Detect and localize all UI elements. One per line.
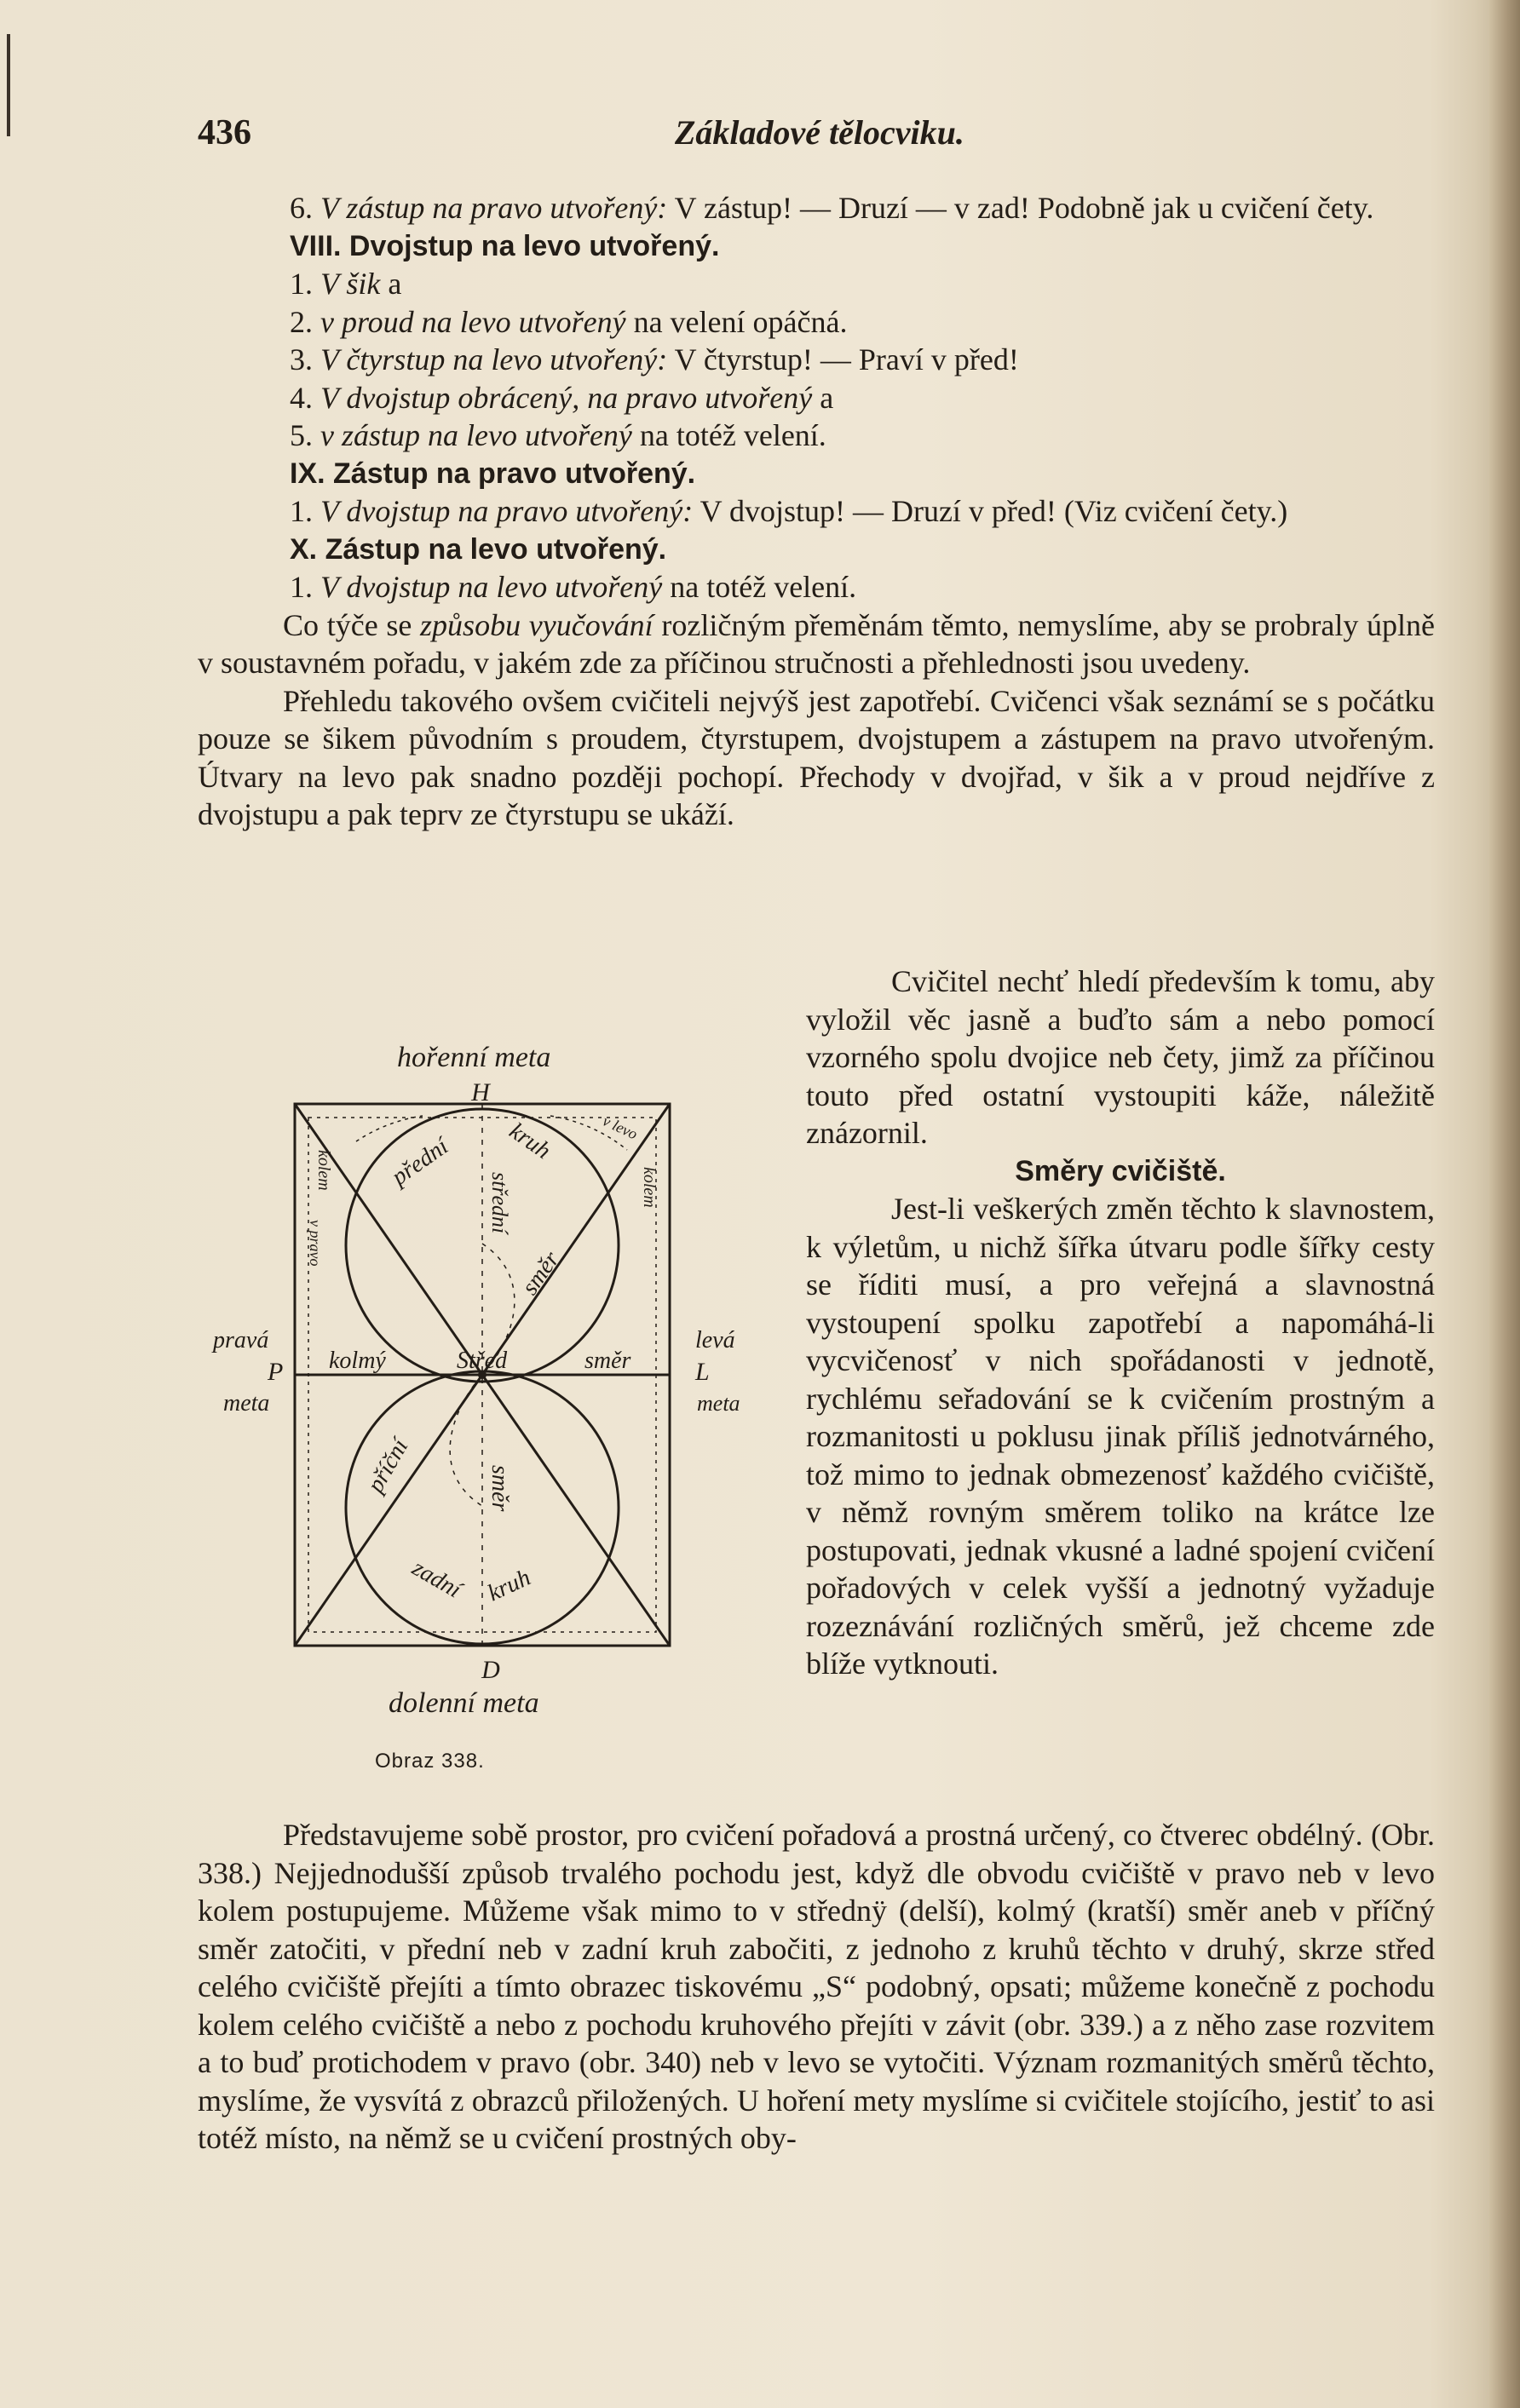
heading-smery: Směry cvičiště. <box>1015 1154 1226 1187</box>
page-number: 436 <box>198 113 251 152</box>
list-item: 3. V čtyrstup na levo utvořený: V čtyrstup! — Praví v před! <box>290 342 1019 376</box>
label-kolem-left: kolem <box>314 1150 333 1191</box>
list-item: 2. v proud na levo utvořený na velení opáčná. <box>290 304 848 339</box>
label-smer-low: směr <box>487 1465 513 1512</box>
figure-338-diagram <box>210 1031 772 1772</box>
margin-mark <box>7 34 10 136</box>
left-label-2: meta <box>223 1390 270 1417</box>
item-x: 1. V dvojstup na levo utvořený na totéž velení. <box>290 570 857 604</box>
heading-ix: IX. Zástup na pravo utvořený. <box>290 457 696 490</box>
paragraph-1: Co týče se způsobu vyučování rozličným přeměnám těmto, nemyslíme, aby se probraly úplně v soustavném pořadu, v jakém zde za příčinou stručnosti a přehlednosti jsou uvedeny. <box>198 607 1435 680</box>
left-letter: P <box>268 1358 284 1386</box>
list-item: 5. v zástup na levo utvořený na totéž velení. <box>290 418 826 452</box>
front-circle <box>346 1109 619 1382</box>
label-kolmy: kolmý <box>329 1348 386 1374</box>
label-kruh-bottom: kruh <box>483 1564 535 1607</box>
label-pricni: příční <box>362 1434 414 1497</box>
right-label-1: levá <box>695 1327 735 1353</box>
label-kolem-right: kolem <box>640 1167 659 1208</box>
right-letter: L <box>695 1358 710 1386</box>
page-header <box>198 112 1435 172</box>
top-letter: H <box>471 1078 490 1106</box>
rear-circle <box>346 1371 619 1644</box>
paragraph-5: Představujeme sobě prostor, pro cvičení pořadová a prostná určený, co čtverec obdélný. (Obr. 338.) Nejjednodušší způsob trvalého pochodu jest, když dle obvodu cvičiště v pravo neb v levo kolem postupujeme. Můžeme však mimo to v střednÿ (delší), kolmý (kratší) směr aneb v příčný směr zatočiti, v přední neb v zadní kruh zabočiti, z jednoho z kruhů těchto v druhý, skrze střed celého cvičiště přejíti a tímto obrazec tiskovému „S“ podobný, opsati; můžeme konečně z pochodu kolem celého cvičiště a nebo z pochodu kruhového přejíti v závit (obr. 339.) a z něho zase rozvitem a to buď protichodem v pravo (obr. 340) neb v levo se vytočiti. Význam rozmanitých směrů těchto, myslíme, že vysvítá z obrazců přiložených. U hoření mety myslíme si cvičitele stojícího, jestiť to asi totéž místo, na němž se u cvičení prostných oby- <box>198 1818 1435 2155</box>
lower-text-block <box>198 1816 1435 2158</box>
section-6: 6. V zástup na pravo utvořený: V zástup! — Druzí — v zad! Podobně jak u cvičení čety. <box>290 191 1374 225</box>
paragraph-3: Cvičitel nechť hledí především k tomu, aby vyložil věc jasně a buďto sám a nebo pomocí vzorného spolu dvojice neb čety, jimž za příčinou touto před ostatní vystoupiti káže, náležitě znázornil. <box>806 964 1435 1150</box>
item-ix: 1. V dvojstup na pravo utvořený: V dvojstup! — Druzí v před! (Viz cvičení čety.) <box>290 494 1288 528</box>
heading-viii: VIII. Dvojstup na levo utvořený. <box>290 229 720 262</box>
label-zadni: zadní <box>407 1555 466 1604</box>
label-stredni: střední <box>487 1172 512 1234</box>
running-title: Základové tělocviku. <box>675 113 964 152</box>
bottom-label: dolenní meta <box>389 1687 539 1719</box>
book-binding-edge <box>1489 0 1520 2408</box>
list-item: 1. V šik a <box>290 267 402 301</box>
label-v-levo: v levo <box>600 1112 641 1143</box>
label-predni: přední <box>387 1133 453 1191</box>
label-kruh-top: kruh <box>504 1118 556 1165</box>
paragraph-4: Jest-li veškerých změn těchto k slavnostem, k výletům, u nichž šířka útvaru podle šířky cesty se říditi musí, a pro veřejná a slavnostná vystoupení spolku zapotřebí a napomáhá-li vycvičenosť v nich spořádanosti v jednotě, rychlému seřadování se k cvičením prostným a rozmanitosti u poklusu jinak příliš jednotvárného, tož mimo to jednak obmezenosť každého cvičiště, v němž rovným směrem toliko na krátce lze postupovati, jednak vkusné a ladné spojení cvičení pořadových v celek vyšší a jednotný vyžaduje rozeznávání rozličných směrů, jež chceme zde blíže vytknouti. <box>806 1192 1435 1681</box>
heading-x: X. Zástup na levo utvořený. <box>290 532 667 566</box>
label-v-pravo: v pravo <box>307 1220 324 1267</box>
upper-text-block <box>198 189 1435 834</box>
bottom-letter: D <box>481 1656 500 1684</box>
paragraph-2: Přehledu takového ovšem cvičiteli nejvýš jest zapotřebí. Cvičenci však seznámí se s počátku pouze se šikem původním s proudem, čtyrstupem, dvojstupem a zástupem na pravo utvořeným. Útvary na levo pak snadno později pochopí. Přechody v dvojřad, v šik a v proud nejdříve z dvojstupu a pak teprv ze čtyrstupu se ukáží. <box>198 683 1435 831</box>
top-label: hořenní meta <box>397 1042 551 1073</box>
label-stred: Střed <box>457 1348 508 1374</box>
left-label-1: pravá <box>213 1327 269 1353</box>
list-item: 4. V dvojstup obrácený, na pravo utvořený a <box>290 380 834 415</box>
label-smer-diag: směr <box>516 1246 565 1301</box>
figure-caption: Obraz 338. <box>375 1750 485 1773</box>
side-column <box>806 963 1435 1683</box>
label-smer-right: směr <box>584 1348 631 1374</box>
right-label-2: meta <box>697 1391 740 1416</box>
